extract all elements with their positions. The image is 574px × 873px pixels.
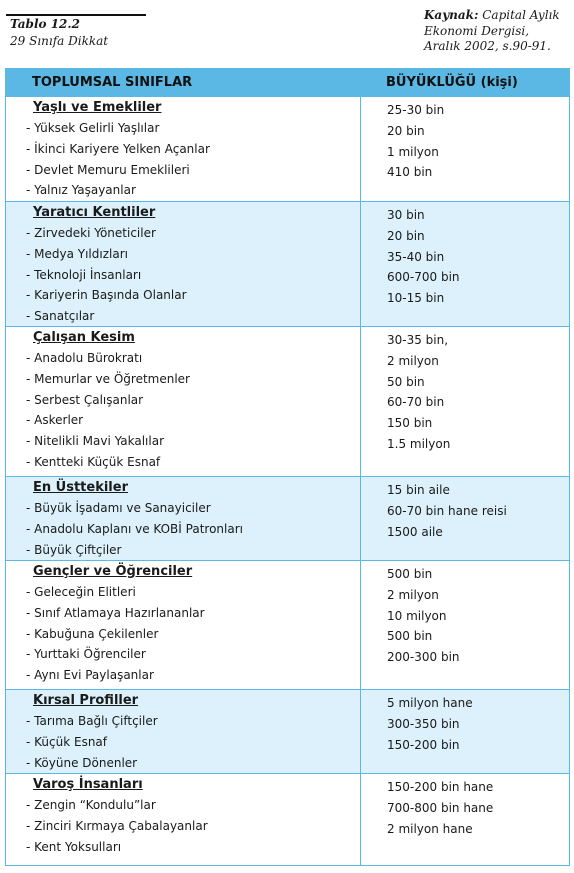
- group-title: Varoş İnsanları: [33, 777, 143, 792]
- class-item: - Yurttaki Öğrenciler: [26, 647, 146, 662]
- class-item: - Geleceğin Elitleri: [26, 585, 136, 599]
- table-header-row: [6, 68, 569, 96]
- size-value: 600-700 bin: [387, 270, 460, 285]
- column-divider: [360, 68, 361, 865]
- group-title: Çalışan Kesim: [33, 330, 135, 345]
- class-item: - Zinciri Kırmaya Çabalayanlar: [26, 818, 208, 833]
- class-item: - Serbest Çalışanlar: [26, 392, 144, 407]
- source-line-1: Capital Aylık: [482, 8, 560, 22]
- column-header-classes: TOPLUMSAL SINIFLAR: [32, 75, 193, 90]
- class-item: - Anadolu Kaplanı ve KOBİ Patronları: [26, 521, 243, 536]
- size-value: 25-30 bin: [387, 103, 445, 117]
- size-value: 1 milyon: [387, 144, 439, 159]
- class-item: - Teknoloji İnsanları: [26, 267, 142, 282]
- size-value: 30-35 bin,: [387, 333, 449, 347]
- class-item: - Yalnız Yaşayanlar: [26, 183, 136, 198]
- size-value: 150-200 bin hane: [387, 780, 494, 794]
- class-item: - Sanatçılar: [26, 309, 95, 324]
- source-line-2: Ekonomi Dergisi,: [424, 23, 530, 38]
- size-value: 150 bin: [387, 416, 433, 431]
- group-title: Yaşlı ve Emekliler: [33, 100, 162, 115]
- class-item: - Köyüne Dönenler: [26, 755, 138, 770]
- size-value: 15 bin aile: [387, 483, 450, 497]
- size-value: 200-300 bin: [387, 650, 460, 665]
- size-value: 60-70 bin hane reisi: [387, 503, 507, 518]
- table-title: 29 Sınıfa Dikkat: [10, 34, 109, 48]
- source-note: [424, 8, 570, 55]
- size-value: 150-200 bin: [387, 737, 460, 752]
- class-item: - Kentteki Küçük Esnaf: [26, 455, 161, 469]
- size-value: 2 milyon: [387, 353, 439, 368]
- class-item: - Anadolu Bürokratı: [26, 351, 143, 365]
- size-value: 60-70 bin: [387, 395, 445, 410]
- size-value: 2 milyon hane: [387, 821, 473, 836]
- class-item: - Büyük Çiftçiler: [26, 542, 122, 557]
- size-value: 35-40 bin: [387, 249, 445, 264]
- group-title: Yaratıcı Kentliler: [33, 205, 156, 220]
- table-caption: [0, 0, 574, 62]
- class-item: - Büyük İşadamı ve Sanayiciler: [26, 501, 211, 515]
- class-item: - Kabuğuna Çekilenler: [26, 626, 159, 641]
- class-item: - Medya Yıldızları: [26, 246, 128, 261]
- class-item: - Devlet Memuru Emeklileri: [26, 162, 190, 177]
- size-value: 500 bin: [387, 629, 433, 644]
- social-classes-table: [5, 68, 570, 866]
- size-value: 500 bin: [387, 567, 433, 581]
- column-header-size: BÜYÜKLÜĞÜ (kişi): [386, 75, 518, 90]
- class-group: [6, 476, 569, 560]
- class-item: - Kariyerin Başında Olanlar: [26, 288, 187, 303]
- class-item: - Tarıma Bağlı Çiftçiler: [26, 714, 158, 728]
- size-value: 50 bin: [387, 374, 425, 389]
- size-value: 20 bin: [387, 228, 425, 243]
- class-item: - Zengin “Kondulu”lar: [26, 798, 156, 812]
- source-line-3: Aralık 2002, s.90-91.: [424, 39, 551, 53]
- size-value: 10-15 bin: [387, 291, 445, 306]
- class-item: - Sınıf Atlamaya Hazırlananlar: [26, 605, 205, 620]
- size-value: 30 bin: [387, 208, 425, 222]
- caption-rule: [6, 14, 146, 16]
- class-item: - Askerler: [26, 413, 84, 428]
- table-label: Tablo 12.2: [10, 17, 80, 31]
- group-title: Kırsal Profiller: [33, 693, 139, 708]
- size-value: 20 bin: [387, 123, 425, 138]
- class-item: - Memurlar ve Öğretmenler: [26, 371, 190, 386]
- class-item: - İkinci Kariyere Yelken Açanlar: [26, 141, 210, 156]
- size-value: 1500 aile: [387, 524, 443, 539]
- class-item: - Yüksek Gelirli Yaşlılar: [26, 121, 160, 135]
- size-value: 700-800 bin hane: [387, 800, 494, 815]
- class-group: [6, 560, 569, 689]
- class-item: - Kent Yoksulları: [26, 839, 122, 854]
- size-value: 5 milyon hane: [387, 696, 473, 710]
- class-item: - Aynı Evi Paylaşanlar: [26, 668, 154, 683]
- size-value: 1.5 milyon: [387, 437, 451, 451]
- group-title: Gençler ve Öğrenciler: [33, 564, 193, 579]
- class-group: [6, 326, 569, 476]
- class-group: [6, 201, 569, 326]
- size-value: 10 milyon: [387, 608, 447, 623]
- class-item: - Zirvedeki Yöneticiler: [26, 226, 156, 240]
- class-item: - Nitelikli Mavi Yakalılar: [26, 434, 165, 449]
- size-value: 410 bin: [387, 165, 433, 180]
- size-value: 2 milyon: [387, 587, 439, 602]
- class-item: - Küçük Esnaf: [26, 734, 108, 749]
- size-value: 300-350 bin: [387, 716, 460, 731]
- class-group: [6, 689, 569, 773]
- source-label: Kaynak:: [424, 8, 479, 22]
- class-group: [6, 773, 569, 865]
- group-title: En Üsttekiler: [33, 480, 128, 495]
- class-group: [6, 96, 569, 201]
